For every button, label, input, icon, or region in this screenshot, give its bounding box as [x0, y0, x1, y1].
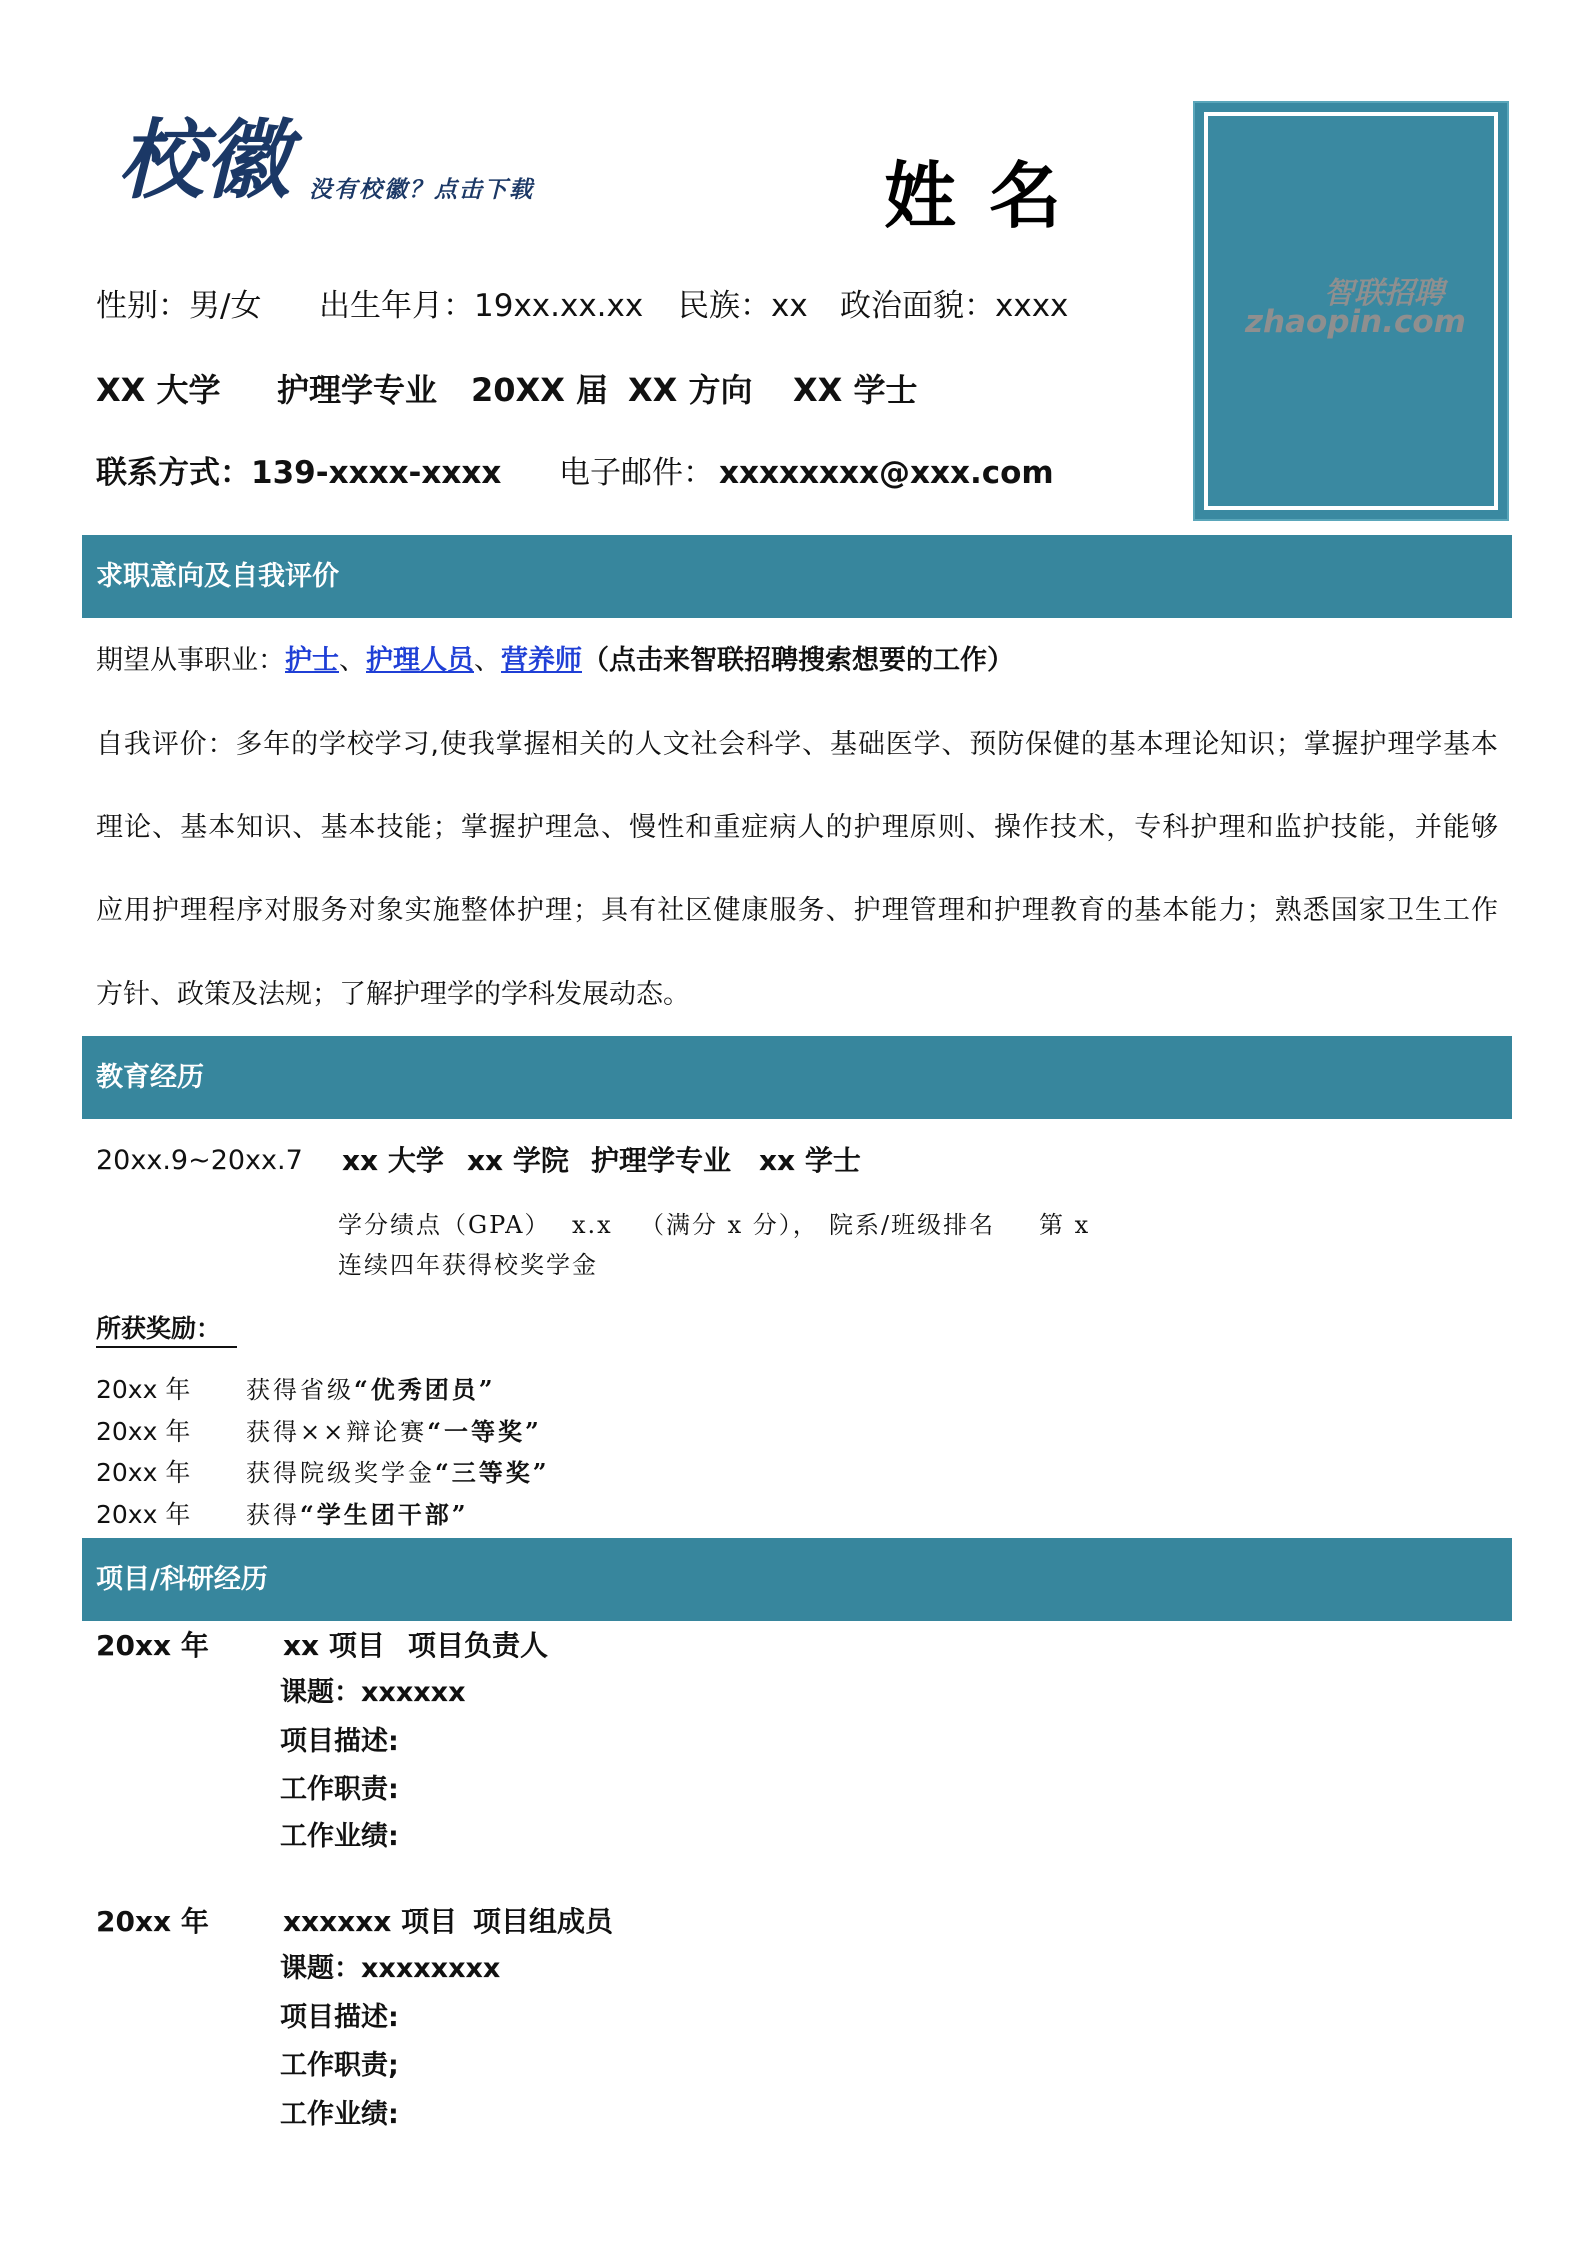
phone-number: 139-xxxx-xxxx	[251, 455, 502, 491]
award-prefix: 获得××辩论赛	[246, 1418, 428, 1446]
section-title: 求职意向及自我评价	[96, 561, 339, 592]
project-result: 工作业绩:	[280, 2099, 399, 2130]
award-year: 20xx 年	[96, 1500, 191, 1529]
contact-phone	[96, 453, 501, 493]
self-evaluation-line: 应用护理程序对服务对象实施整体护理；具有社区健康服务、护理管理和护理教育的基本能力；熟悉国家卫生工作	[96, 895, 1498, 926]
award-item	[246, 1370, 496, 1410]
summary-class-year: 20XX 届	[471, 371, 609, 409]
project-role: 项目负责人	[408, 1629, 549, 1662]
project-topic: 课题：xxxxxx	[280, 1677, 466, 1708]
candidate-name: 姓 名	[884, 154, 1066, 238]
award-item	[246, 1453, 550, 1493]
project-year: 20xx 年	[96, 1629, 209, 1662]
summary-degree: XX 学士	[793, 371, 918, 409]
section-title: 项目/科研经历	[96, 1564, 268, 1595]
project-topic: 课题：xxxxxxxx	[280, 1953, 501, 1984]
project-duty: 工作职责:	[280, 1774, 399, 1805]
project-name: xxxxxx 项目	[283, 1905, 458, 1938]
political-status: 政治面貌：xxxx	[840, 288, 1069, 324]
scholarship: 连续四年获得校奖学金	[338, 1251, 598, 1279]
section-header-education	[82, 1036, 1512, 1119]
birth-date: 出生年月：19xx.xx.xx	[319, 288, 644, 324]
email-address: xxxxxxxx@xxx.com	[719, 455, 1054, 491]
award-year: 20xx 年	[96, 1458, 191, 1487]
summary-university: XX 大学	[96, 371, 221, 409]
desired-jobs-label: 期望从事职业：	[96, 645, 285, 676]
project-description: 项目描述:	[280, 2002, 399, 2033]
summary-direction: XX 方向	[628, 371, 753, 409]
project-result: 工作业绩:	[280, 1821, 399, 1852]
project-description: 项目描述:	[280, 1726, 399, 1757]
rank-value: 第 x	[1039, 1211, 1091, 1239]
project-name: xx 项目	[283, 1629, 385, 1662]
rank-label: 院系/班级排名	[829, 1211, 996, 1239]
project-duty: 工作职责;	[280, 2050, 399, 2081]
gpa-label: 学分绩点（GPA）	[338, 1211, 551, 1239]
education-school: xx 大学	[342, 1144, 444, 1177]
award-title: “一等奖”	[427, 1417, 542, 1446]
gpa-scale: （满分 x 分），	[640, 1211, 819, 1239]
desired-jobs	[96, 641, 1014, 681]
award-item	[246, 1495, 469, 1535]
separator: 、	[339, 645, 366, 676]
award-title: “三等奖”	[435, 1458, 550, 1487]
awards-title: 所获奖励：	[96, 1312, 237, 1348]
search-hint: （点击来智联招聘搜索想要的工作）	[582, 645, 1014, 676]
email-label: 电子邮件：	[559, 455, 714, 491]
award-prefix: 获得	[246, 1501, 300, 1529]
education-degree: xx 学士	[759, 1144, 861, 1177]
education-major: 护理学专业	[591, 1144, 732, 1177]
school-logo[interactable]: 校徽	[118, 110, 290, 211]
award-title: “学生团干部”	[300, 1500, 469, 1529]
job-link-dietitian[interactable]: 营养师	[501, 645, 582, 676]
job-link-nursing-staff[interactable]: 护理人员	[366, 645, 474, 676]
award-year: 20xx 年	[96, 1417, 191, 1446]
section-header-projects	[82, 1538, 1512, 1621]
summary-major: 护理学专业	[277, 371, 438, 409]
award-prefix: 获得院级奖学金	[246, 1459, 435, 1487]
award-year: 20xx 年	[96, 1375, 191, 1404]
gpa-value: x.x	[572, 1211, 613, 1239]
award-prefix: 获得省级	[246, 1376, 354, 1404]
phone-label: 联系方式：	[96, 455, 251, 491]
logo-download-link[interactable]: 没有校徽？点击下载	[309, 176, 534, 203]
section-title: 教育经历	[96, 1062, 204, 1093]
photo-placeholder[interactable]	[1193, 101, 1509, 521]
project-year: 20xx 年	[96, 1905, 209, 1938]
section-header-objective	[82, 535, 1512, 618]
separator: 、	[474, 645, 501, 676]
self-evaluation-line: 理论、基本知识、基本技能；掌握护理急、慢性和重症病人的护理原则、操作技术，专科护理和监护技能，并能够	[96, 812, 1498, 843]
job-link-nurse[interactable]: 护士	[285, 645, 339, 676]
ethnicity: 民族：xx	[678, 288, 808, 324]
gender: 性别：男/女	[96, 288, 262, 324]
education-period: 20xx.9~20xx.7	[96, 1145, 303, 1176]
self-evaluation-line: 方针、政策及法规；了解护理学的学科发展动态。	[96, 979, 690, 1010]
self-evaluation-line: 自我评价：多年的学校学习,使我掌握相关的人文社会科学、基础医学、预防保健的基本理论知识；掌握护理学基本	[96, 729, 1498, 760]
award-item	[246, 1412, 542, 1452]
watermark-en: zhaopin.com	[1245, 304, 1466, 340]
education-college: xx 学院	[467, 1144, 569, 1177]
watermark-cn: 智联招聘	[1324, 276, 1444, 311]
award-title: “优秀团员”	[354, 1375, 496, 1404]
project-role: 项目组成员	[473, 1905, 614, 1938]
